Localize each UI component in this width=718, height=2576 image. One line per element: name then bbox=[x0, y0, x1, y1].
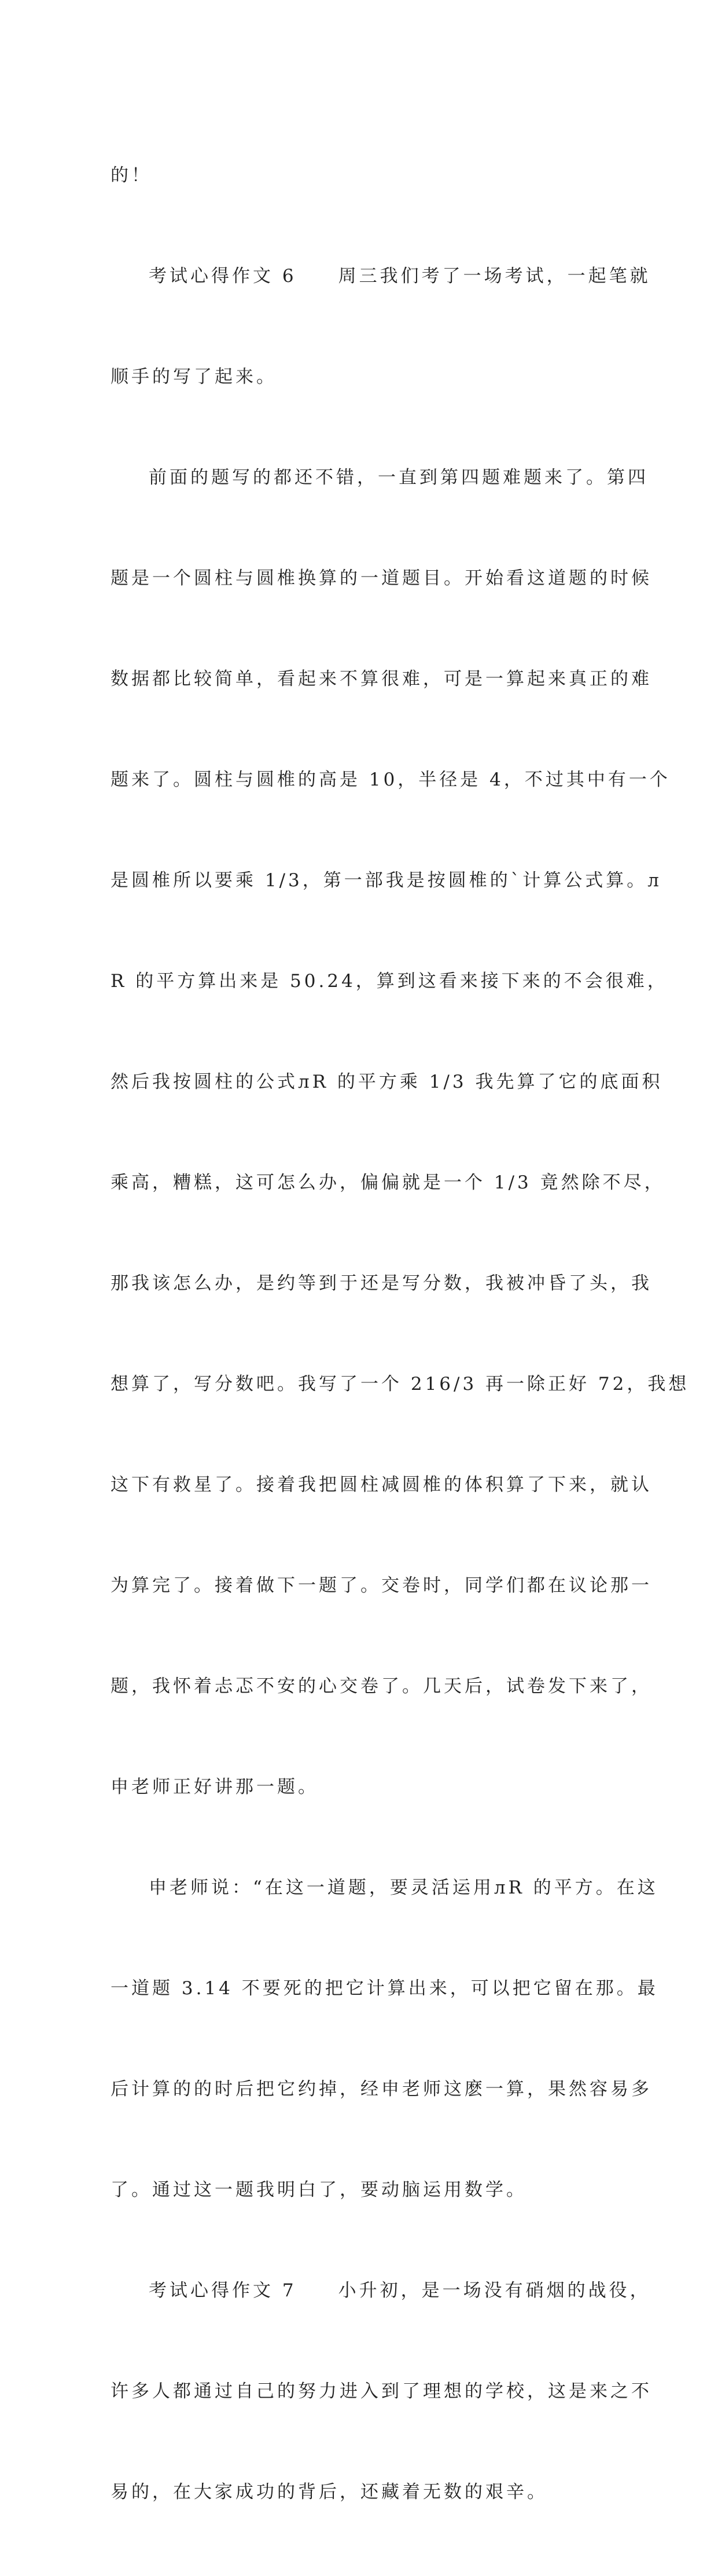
text-line: 题来了。圆柱与圆椎的高是 10，半径是 4，不过其中有一个 bbox=[111, 769, 671, 790]
text-line: 的！ bbox=[111, 165, 152, 186]
text-line: 乘高，糟糕，这可怎么办，偏偏就是一个 1/3 竟然除不尽， bbox=[111, 1172, 665, 1193]
text-line: 申老师正好讲那一题。 bbox=[111, 1777, 319, 1797]
text-line: 是圆椎所以要乘 1/3，第一部我是按圆椎的`计算公式算。л bbox=[111, 870, 662, 891]
text-line: 顺手的写了起来。 bbox=[111, 366, 277, 387]
text-line: 这下有救星了。接着我把圆柱减圆椎的体积算了下来，就认 bbox=[111, 1474, 652, 1495]
text-line: 后计算的的时后把它约掉，经申老师这麽一算，果然容易多 bbox=[111, 2079, 652, 2100]
text-line: 为算完了。接着做下一题了。交卷时，同学们都在议论那一 bbox=[111, 1575, 652, 1596]
text-block bbox=[111, 91, 690, 2576]
text-line: 想算了，写分数吧。我写了一个 216/3 再一除正好 72，我想 bbox=[111, 1374, 690, 1395]
text-line: 易的，在大家成功的背后，还藏着无数的艰辛。 bbox=[111, 2482, 548, 2502]
section-heading-line: 考试心得作文 7 小升初，是一场没有硝烟的战役， bbox=[149, 2280, 651, 2301]
text-line: 题，我怀着忐忑不安的心交卷了。几天后，试卷发下来了， bbox=[111, 1676, 652, 1697]
paragraph-start-line: 申老师说：“在这一道题，要灵活运用лR 的平方。在这 bbox=[149, 1877, 658, 1898]
text-line: R 的平方算出来是 50.24，算到这看来接下来的不会很难， bbox=[111, 971, 668, 992]
section-heading-line: 考试心得作文 6 周三我们考了一场考试，一起笔就 bbox=[149, 266, 651, 287]
paragraph-start-line: 前面的题写的都还不错，一直到第四题难题来了。第四 bbox=[149, 467, 649, 488]
text-line: 那我该怎么办，是约等到于还是写分数，我被冲昏了头，我 bbox=[111, 1273, 652, 1294]
text-line: 数据都比较简单，看起来不算很难，可是一算起来真正的难 bbox=[111, 669, 652, 689]
text-line: 然后我按圆柱的公式лR 的平方乘 1/3 我先算了它的底面积 bbox=[111, 1072, 663, 1092]
text-line: 了。通过这一题我明白了，要动脑运用数学。 bbox=[111, 2179, 527, 2200]
text-line: 一道题 3.14 不要死的把它计算出来，可以把它留在那。最 bbox=[111, 1978, 658, 1999]
text-line: 许多人都通过自己的努力进入到了理想的学校，这是来之不 bbox=[111, 2381, 652, 2402]
document-body bbox=[111, 91, 690, 2576]
text-line: 题是一个圆柱与圆椎换算的一道题目。开始看这道题的时候 bbox=[111, 568, 652, 589]
